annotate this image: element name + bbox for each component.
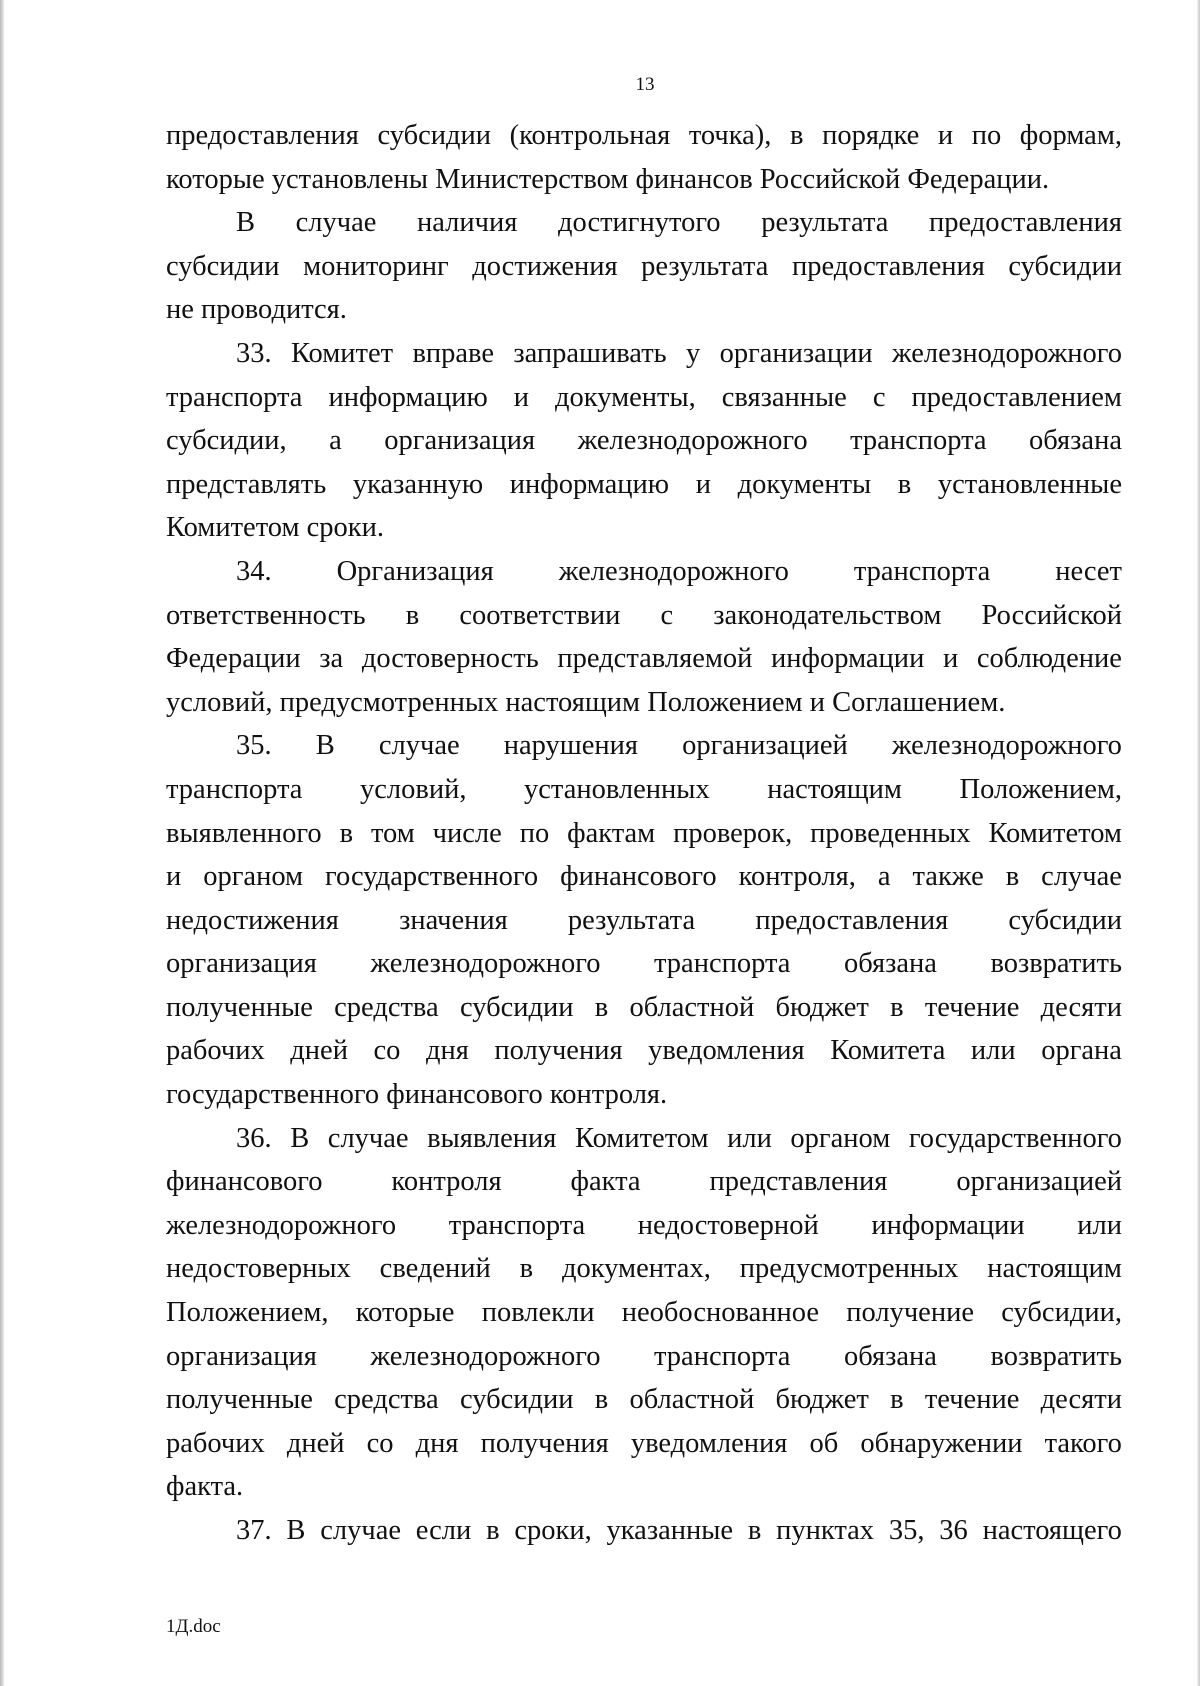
text-word: предоставления xyxy=(929,207,1122,239)
text-word: возвратить xyxy=(990,1340,1122,1372)
text-line xyxy=(166,594,1122,638)
text-word: субсидии xyxy=(459,1384,574,1416)
text-word: в xyxy=(486,1515,500,1546)
text-word: документах, xyxy=(561,1253,711,1285)
text-word: также xyxy=(912,861,984,893)
text-word: значения xyxy=(399,904,508,936)
document-body-text xyxy=(166,114,1122,1553)
text-word: соответствии xyxy=(459,599,621,631)
text-word: организация xyxy=(166,1340,317,1372)
text-line xyxy=(166,463,1122,507)
text-line xyxy=(166,1335,1122,1379)
text-word: информации xyxy=(871,1209,1025,1241)
text-word: Российской xyxy=(981,599,1122,631)
text-line xyxy=(166,245,1122,289)
text-word: результата xyxy=(641,250,769,282)
text-word: областной xyxy=(629,1384,755,1416)
text-line xyxy=(166,1509,1122,1553)
text-word: получение xyxy=(846,1297,974,1329)
text-word: 37. xyxy=(236,1515,272,1546)
text-word: предоставления xyxy=(166,120,359,151)
text-line xyxy=(166,855,1122,899)
text-word: представляемой xyxy=(557,643,753,675)
text-word: случае xyxy=(327,1122,409,1154)
text-word: в xyxy=(890,1384,904,1416)
text-word: выявления xyxy=(427,1122,557,1154)
text-word: условий, xyxy=(359,773,467,805)
text-word: 35. xyxy=(236,730,272,762)
text-word: организация xyxy=(384,425,536,457)
text-word: формам, xyxy=(1019,120,1122,151)
text-word: железнодорожного xyxy=(891,337,1122,369)
text-line xyxy=(166,550,1122,594)
text-word: течение xyxy=(924,991,1020,1023)
text-word: представлять xyxy=(166,468,327,500)
text-word: субсидии, xyxy=(1001,1297,1122,1329)
text-word: средства xyxy=(334,1384,439,1416)
text-word: в xyxy=(1005,861,1020,893)
text-word: Комитетом сроки. xyxy=(166,512,385,544)
text-word: недостоверных xyxy=(166,1253,351,1285)
text-word: информацию xyxy=(328,381,488,413)
text-word: обязана xyxy=(843,948,937,980)
text-line xyxy=(166,637,1122,681)
text-word: железнодорожного xyxy=(370,948,601,980)
text-word: В xyxy=(290,1122,310,1154)
text-word: субсидии xyxy=(1008,250,1122,282)
text-word: субсидии xyxy=(1008,904,1122,936)
text-word: документы xyxy=(737,468,872,500)
text-word: и xyxy=(166,861,182,893)
text-word: установленных xyxy=(524,773,710,805)
text-word: органом xyxy=(203,861,304,893)
text-word: сроки, xyxy=(514,1515,592,1546)
text-word: по xyxy=(971,120,1002,151)
text-word: и xyxy=(513,381,530,413)
text-word: полученные xyxy=(166,991,313,1023)
text-line xyxy=(166,1204,1122,1248)
text-word: или xyxy=(1077,1209,1122,1241)
text-line xyxy=(166,1029,1122,1073)
text-word: вправе xyxy=(412,337,494,369)
text-word: со xyxy=(366,1427,394,1459)
text-word: условий, предусмотренных настоящим Положением и Соглашением. xyxy=(166,686,1006,718)
text-word: случае xyxy=(295,207,377,239)
text-word: транспорта xyxy=(654,1340,791,1372)
text-word: информацию xyxy=(509,468,670,500)
text-word: бюджет xyxy=(775,991,869,1023)
text-line xyxy=(166,1117,1122,1161)
text-line xyxy=(166,1160,1122,1204)
text-word: об xyxy=(809,1427,839,1459)
text-word: обязана xyxy=(1029,425,1122,457)
text-word: выявленного xyxy=(166,817,322,849)
text-word: числе xyxy=(432,817,502,849)
text-word: предоставления xyxy=(791,250,985,282)
text-word: связанные xyxy=(721,381,847,413)
text-word: в xyxy=(405,599,420,631)
text-word: В xyxy=(315,730,335,762)
text-word: и xyxy=(942,643,959,675)
text-word: настоящим xyxy=(987,1253,1122,1285)
text-line xyxy=(166,768,1122,812)
text-line xyxy=(166,114,1122,158)
text-line xyxy=(166,419,1122,463)
text-word: дней xyxy=(286,1427,345,1459)
text-line xyxy=(166,942,1122,986)
text-word: по xyxy=(519,817,550,849)
text-word: железнодорожного xyxy=(166,1209,397,1241)
text-word: дней xyxy=(290,1035,348,1067)
text-word: 36 xyxy=(939,1515,968,1546)
text-word: предоставлением xyxy=(911,381,1122,413)
text-word: железнодорожного xyxy=(558,555,789,587)
text-word: повлекли xyxy=(481,1297,595,1329)
text-word: организации xyxy=(719,337,873,369)
text-word: в xyxy=(339,817,354,849)
text-word: субсидии, xyxy=(166,425,287,457)
text-word: организацией xyxy=(956,1166,1122,1198)
text-word: не проводится. xyxy=(166,294,347,326)
text-word: законодательством xyxy=(713,599,942,631)
text-word: десяти xyxy=(1040,1384,1122,1416)
text-word: случае xyxy=(1041,861,1122,893)
text-word: результата xyxy=(761,207,889,239)
text-word: государственного xyxy=(908,1122,1122,1154)
text-word: в xyxy=(890,991,904,1023)
text-word: точка), xyxy=(688,120,772,151)
text-word: если xyxy=(415,1515,472,1546)
text-word: уведомления xyxy=(648,1035,805,1067)
text-line xyxy=(166,158,1122,202)
text-word: органом xyxy=(790,1122,891,1154)
text-word: со xyxy=(373,1035,401,1067)
text-line xyxy=(166,1422,1122,1466)
text-word: документы, xyxy=(555,381,696,413)
text-word: проверок, xyxy=(673,817,793,849)
text-word: в xyxy=(519,1253,534,1285)
text-word: а xyxy=(877,861,891,893)
text-word: железнодорожного xyxy=(577,425,808,457)
text-word: финансового xyxy=(166,1166,323,1198)
text-line xyxy=(166,1291,1122,1335)
text-word: течение xyxy=(924,1384,1020,1416)
text-word: достигнутого xyxy=(557,207,721,239)
text-word: у xyxy=(685,337,701,369)
text-word: транспорта xyxy=(166,773,303,805)
text-word: предоставления xyxy=(755,904,949,936)
text-word: Комитета xyxy=(830,1035,946,1067)
text-word: информации xyxy=(771,643,925,675)
text-word: фактам xyxy=(567,817,656,849)
text-word: или xyxy=(970,1035,1016,1067)
text-word: недостижения xyxy=(166,904,339,936)
text-line xyxy=(166,1247,1122,1291)
text-word: проведенных xyxy=(810,817,971,849)
text-word: такого xyxy=(1044,1427,1122,1459)
text-word: бюджет xyxy=(775,1384,869,1416)
text-word: обнаружении xyxy=(860,1427,1023,1459)
text-word: с xyxy=(660,599,674,631)
text-word: достижения xyxy=(472,250,618,282)
text-word: рабочих xyxy=(166,1035,265,1067)
text-word: в xyxy=(594,991,609,1023)
text-word: транспорта xyxy=(448,1209,586,1241)
text-word: Комитетом xyxy=(988,817,1122,849)
text-word: дня xyxy=(415,1427,459,1459)
text-word: настоящим xyxy=(767,773,902,805)
text-word: уведомления xyxy=(630,1427,788,1459)
text-line xyxy=(166,812,1122,856)
text-word: указанную xyxy=(352,468,484,500)
text-word: результата xyxy=(567,904,696,936)
text-word: наличия xyxy=(417,207,518,239)
text-word: транспорта xyxy=(654,948,791,980)
text-word: с xyxy=(872,381,886,413)
text-word: представления xyxy=(709,1166,888,1198)
text-word: соблюдение xyxy=(976,643,1122,675)
text-word: пунктах xyxy=(776,1515,875,1546)
text-word: и xyxy=(937,120,954,151)
scan-left-edge xyxy=(0,0,4,1686)
text-word: областной xyxy=(629,991,755,1023)
text-word: Комитетом xyxy=(575,1122,709,1154)
text-word: порядке xyxy=(822,120,920,151)
text-word: организация xyxy=(166,948,317,980)
text-word: возвратить xyxy=(990,948,1122,980)
text-line xyxy=(166,986,1122,1030)
text-word: Организация xyxy=(336,555,494,587)
text-word: ответственность xyxy=(166,599,366,631)
text-line xyxy=(166,681,1122,725)
text-line xyxy=(166,201,1122,245)
text-word: достоверность xyxy=(361,643,539,675)
text-word: в xyxy=(790,120,804,151)
text-word: нарушения xyxy=(503,730,638,762)
text-word: рабочих xyxy=(166,1427,265,1459)
text-word: в xyxy=(897,468,912,500)
text-line xyxy=(166,724,1122,768)
text-word: предусмотренных xyxy=(739,1253,959,1285)
text-word: финансового xyxy=(560,861,717,893)
text-line xyxy=(166,1465,1122,1509)
text-word: Положением, xyxy=(959,773,1122,805)
text-word: или xyxy=(727,1122,772,1154)
text-word: сведений xyxy=(379,1253,491,1285)
text-word: случае xyxy=(320,1515,401,1546)
text-word: которые xyxy=(355,1297,455,1329)
text-word: Федерации xyxy=(166,643,301,675)
text-word: 35, xyxy=(888,1515,925,1546)
text-word: организацией xyxy=(682,730,848,762)
text-word: случае xyxy=(378,730,460,762)
text-word: том xyxy=(370,817,415,849)
text-word: 34. xyxy=(236,555,272,587)
text-word: получения xyxy=(494,1035,623,1067)
text-word: десяти xyxy=(1040,991,1122,1023)
text-word: получения xyxy=(480,1427,609,1459)
text-line xyxy=(166,899,1122,943)
text-word: необоснованное xyxy=(621,1297,819,1329)
text-word: субсидии xyxy=(377,120,492,151)
text-word: установленные xyxy=(937,468,1122,500)
text-word: контроля, xyxy=(738,861,856,893)
text-word: Комитет xyxy=(290,337,394,369)
text-word: факта xyxy=(570,1166,641,1198)
text-word: субсидии xyxy=(459,991,574,1023)
text-word: за xyxy=(319,643,344,675)
text-word: запрашивать xyxy=(513,337,667,369)
text-word: Положением, xyxy=(166,1297,329,1329)
text-word: а xyxy=(329,425,342,457)
text-word: факта. xyxy=(166,1471,244,1503)
text-word: обязана xyxy=(843,1340,937,1372)
text-word: органа xyxy=(1041,1035,1122,1067)
text-word: 36. xyxy=(236,1122,272,1154)
footer-filename: 1Д.doc xyxy=(166,1616,221,1637)
text-word: транспорта xyxy=(853,555,991,587)
text-line xyxy=(166,332,1122,376)
text-line xyxy=(166,1073,1122,1117)
text-word: несет xyxy=(1055,555,1122,587)
text-word: 33. xyxy=(236,337,272,369)
text-word: настоящего xyxy=(982,1515,1122,1546)
text-word: недостоверной xyxy=(637,1209,819,1241)
text-word: которые установлены Министерством финансов Российской Федерации. xyxy=(166,163,1050,195)
text-word: транспорта xyxy=(166,381,303,413)
text-word: и xyxy=(695,468,711,500)
text-word: мониторинг xyxy=(303,250,449,282)
text-word: в xyxy=(594,1384,609,1416)
text-word: транспорта xyxy=(850,425,987,457)
text-line xyxy=(166,1378,1122,1422)
text-word: средства xyxy=(334,991,439,1023)
text-word: субсидии xyxy=(166,250,280,282)
text-word: в xyxy=(747,1515,762,1546)
text-word: железнодорожного xyxy=(370,1340,601,1372)
text-line xyxy=(166,288,1122,332)
text-word: (контрольная xyxy=(509,120,671,151)
text-word: железнодорожного xyxy=(891,730,1122,762)
text-line xyxy=(166,506,1122,550)
text-word: контроля xyxy=(391,1166,502,1198)
text-line xyxy=(166,376,1122,420)
page-number: 13 xyxy=(635,74,655,95)
text-word: указанные xyxy=(606,1515,734,1546)
text-word: государственного xyxy=(325,861,539,893)
text-word: В xyxy=(286,1515,306,1546)
text-word: В xyxy=(236,207,256,239)
text-word: полученные xyxy=(166,1384,313,1416)
text-word: дня xyxy=(425,1035,469,1067)
text-word: государственного финансового контроля. xyxy=(166,1079,668,1111)
